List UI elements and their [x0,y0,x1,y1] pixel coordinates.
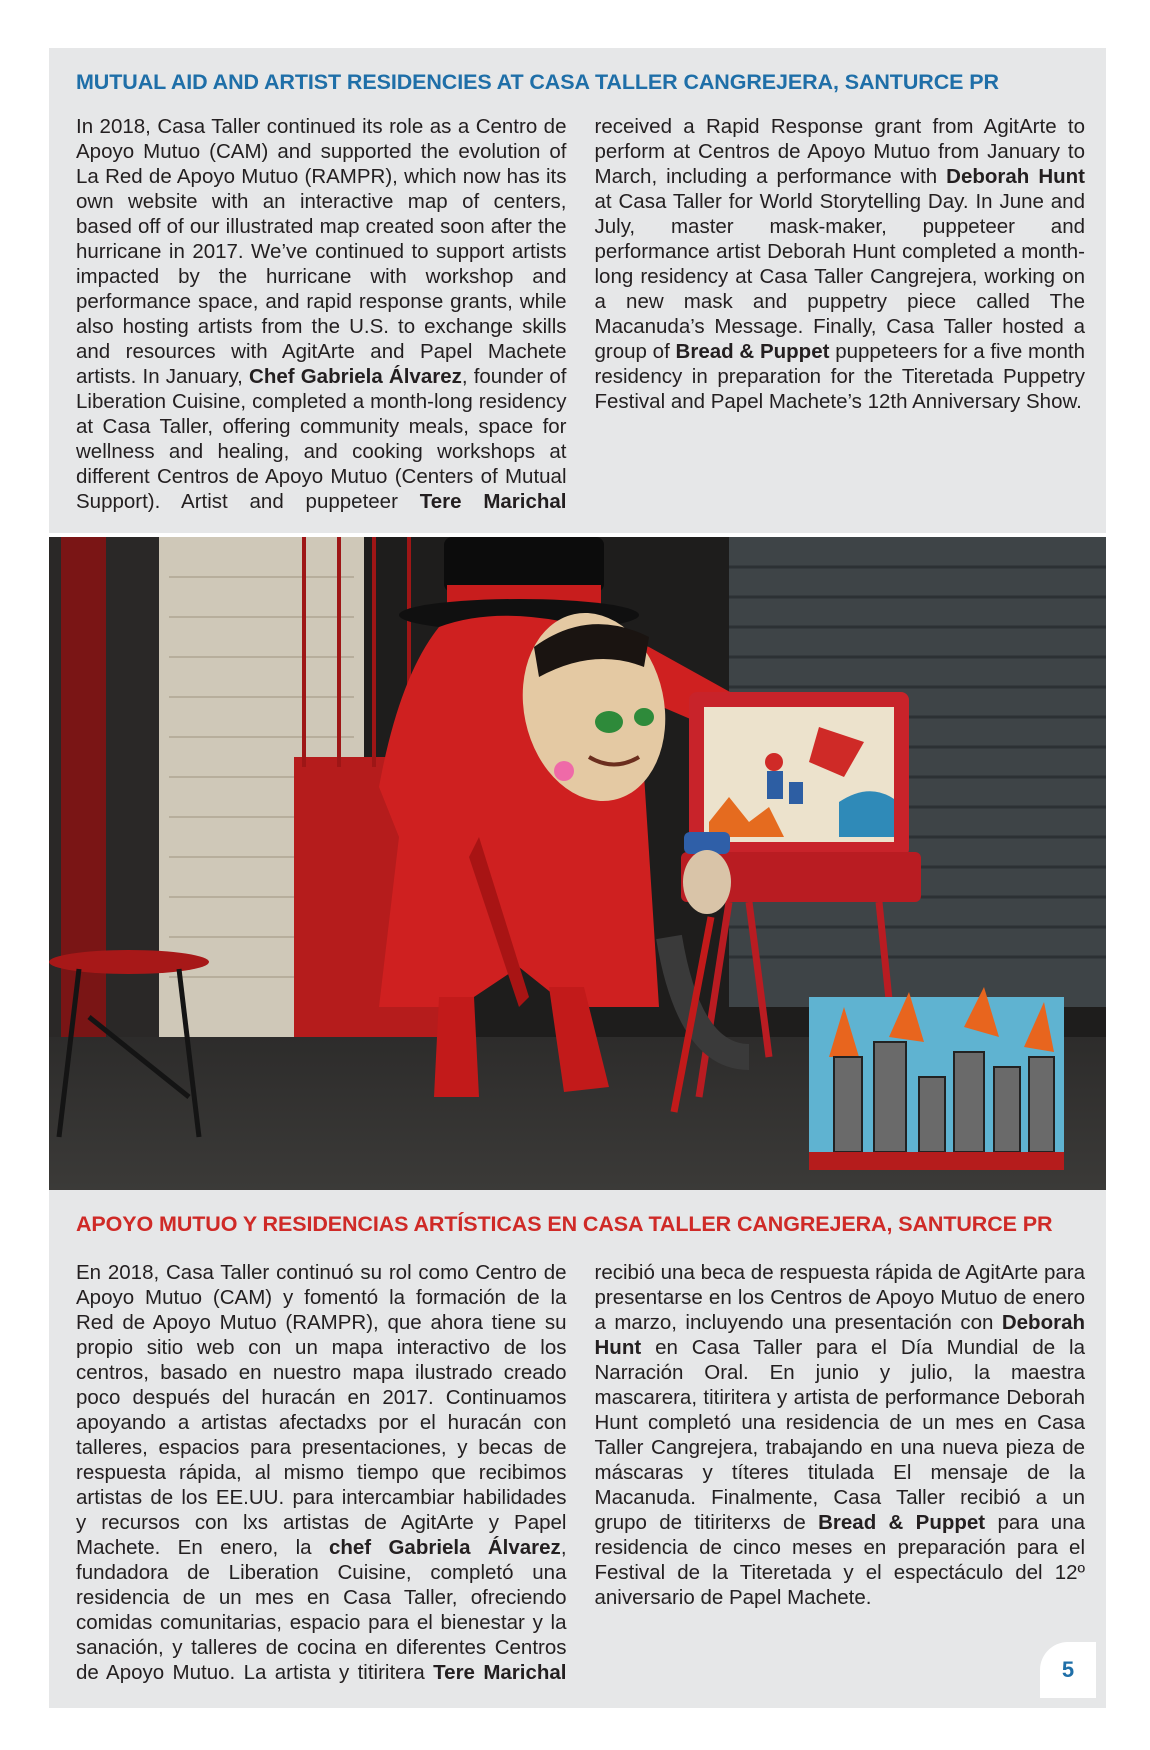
page-number: 5 [1040,1642,1096,1698]
name-bread-puppet: Bread & Puppet [675,340,830,363]
spanish-article [49,1190,1106,1708]
english-heading: MUTUAL AID AND ARTIST RESIDENCIES AT CASA TALLER CANGREJERA, SANTURCE PR [76,70,999,94]
english-paragraph: In 2018, Casa Taller continued its role as a Centro de Apoyo Mutuo (CAM) and supported the evolution of La Red de Apoyo Mutuo (RAMPR), which now has its own website with an interactive map of centers, based off of our illustrated map created soon after the hurricane in 2017. We’ve continued to support artists impacted by the hurricane with workshop and performance space, and rapid response grants, while also hosting artists from the U.S. to exchange skills and resources with AgitArte and Papel Machete artists. In January, Chef Gabriela Álvarez, founder of Liberation Cuisine, completed a month-long residency at Casa Taller, offering community meals, space for wellness and healing, and cooking workshops at different Centros de Apoyo Mutuo (Centers of Mutual Support). Artist and puppeteer Tere Marichal received a Rapid Response grant from AgitArte to perform at Centros de Apoyo Mutuo from January to March, including a performance with Deborah Hunt at Casa Taller for World Storytelling Day. In June and July, master mask-maker, puppeteer and performance artist Deborah Hunt completed a month-long residency at Casa Taller Cangrejera, working on a new mask and puppetry piece called The Macanuda’s Message. Finally, Casa Taller hosted a group of Bread & Puppet puppeteers for a five month residency in preparation for the Titeretada Puppetry Festival and Papel Machete’s 12th Anniversary Show. [76,115,1085,513]
performance-photo [49,537,1106,1191]
name-deborah: Deborah Hunt [594,1311,1085,1359]
spanish-heading: APOYO MUTUO Y RESIDENCIAS ARTÍSTICAS EN CASA TALLER CANGREJERA, SANTURCE PR [76,1212,1053,1236]
name-bread-puppet: Bread & Puppet [818,1511,986,1534]
name-gabriela: Chef Gabriela Álvarez [249,365,462,388]
name-tere: Tere Marichal [433,1661,567,1684]
english-article [49,48,1106,533]
english-body [76,114,1085,524]
name-deborah: Deborah Hunt [946,165,1085,188]
name-gabriela: chef Gabriela Álvarez [328,1536,561,1559]
spanish-paragraph: En 2018, Casa Taller continuó su rol como Centro de Apoyo Mutuo (CAM) y fomentó la formación de la Red de Apoyo Mutuo (RAMPR), que ahora tiene su propio sitio web con un mapa interactivo de los centros, basado en nuestro mapa ilustrado creado poco después del huracán en 2017. Continuamos apoyando a artistas afectadxs por el huracán con talleres, espacios para presentaciones, y becas de respuesta rápida, al mismo tiempo que recibimos artistas de los EE.UU. para intercambiar habilidades y recursos con lxs artistas de AgitArte y Papel Machete. En enero, la chef Gabriela Álvarez, fundadora de Liberation Cuisine, completó una residencia de un mes en Casa Taller, ofreciendo comidas comunitarias, espacio para el bienestar y la sanación, y talleres de cocina en diferentes Centros de Apoyo Mutuo. La artista y titiritera Tere Marichal recibió una beca de respuesta rápida de AgitArte para presentarse en los Centros de Apoyo Mutuo de enero a marzo, incluyendo una presentación con Deborah Hunt en Casa Taller para el Día Mundial de la Narración Oral. En junio y julio, la maestra mascarera, titiritera y artista de performance Deborah Hunt completó una residencia de un mes en Casa Taller Cangrejera, trabajando en una nueva pieza de máscaras y títeres titulada El mensaje de la Macanuda. Finalmente, Casa Taller recibió a un grupo de titiriterxs de Bread & Puppet para una residencia de cinco meses en preparación para el Festival de la Titeretada y el espectáculo del 12º aniversario de Papel Machete. [76,1261,1085,1684]
spanish-body [76,1260,1085,1700]
name-tere: Tere Marichal [419,490,567,513]
